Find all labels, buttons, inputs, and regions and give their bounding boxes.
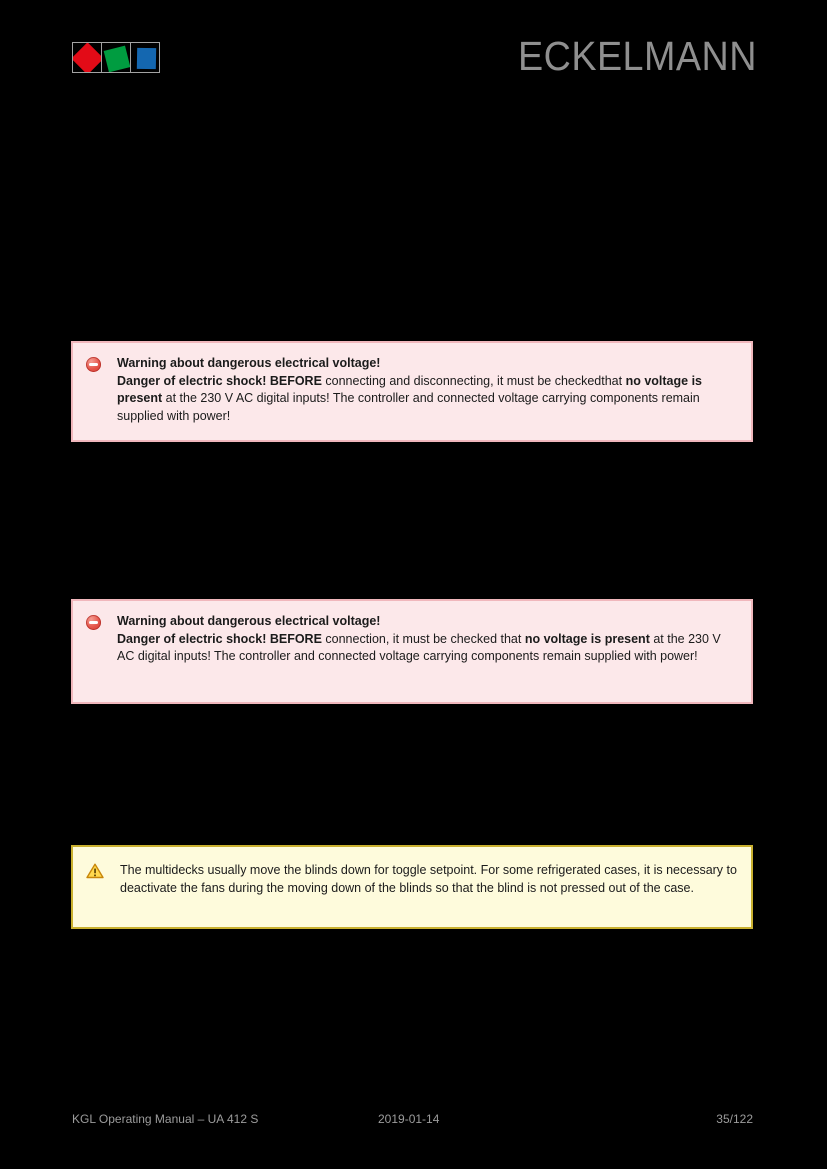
logo-cell-red xyxy=(72,42,102,73)
warning-title: Warning about dangerous electrical voltage! xyxy=(117,614,381,628)
warning-box-1-body xyxy=(117,355,737,425)
logo-cell-blue xyxy=(130,42,160,73)
blue-square-icon xyxy=(137,48,156,69)
warning-text: Danger of electric shock! BEFORE connecting and disconnecting, it must be checkedthat no voltage is present at the 230 V AC digital inputs! The controller and connected voltage carrying components remain supplied with power! xyxy=(117,373,702,423)
eckelmann-logo-icon xyxy=(72,42,160,73)
green-square-icon xyxy=(104,46,131,73)
footer-manual-title: KGL Operating Manual – UA 412 S xyxy=(72,1112,259,1126)
footer-date: 2019-01-14 xyxy=(378,1112,440,1126)
warning-text: Danger of electric shock! BEFORE connection, it must be checked that no voltage is present at the 230 V AC digital inputs! The controller and connected voltage carrying components remain supplied with power! xyxy=(117,631,721,664)
brand-wordmark: ECKELMANN xyxy=(518,33,757,79)
no-entry-icon xyxy=(86,357,101,372)
warning-box-2-body xyxy=(117,613,737,666)
footer-page-number: 35/122 xyxy=(716,1112,753,1126)
warning-box-1 xyxy=(71,341,753,442)
no-entry-icon xyxy=(86,615,101,630)
note-box xyxy=(71,845,753,929)
logo-cell-green xyxy=(101,42,131,73)
note-text: The multidecks usually move the blinds down for toggle setpoint. For some refrigerated cases, it is necessary to deactivate the fans during the moving down of the blinds so that the blind is not pressed out of the case. xyxy=(120,863,737,895)
warning-title: Warning about dangerous electrical voltage! xyxy=(117,356,381,370)
warning-box-2 xyxy=(71,599,753,704)
red-square-icon xyxy=(72,42,102,73)
warning-triangle-icon xyxy=(86,863,104,884)
note-box-body xyxy=(120,862,737,897)
